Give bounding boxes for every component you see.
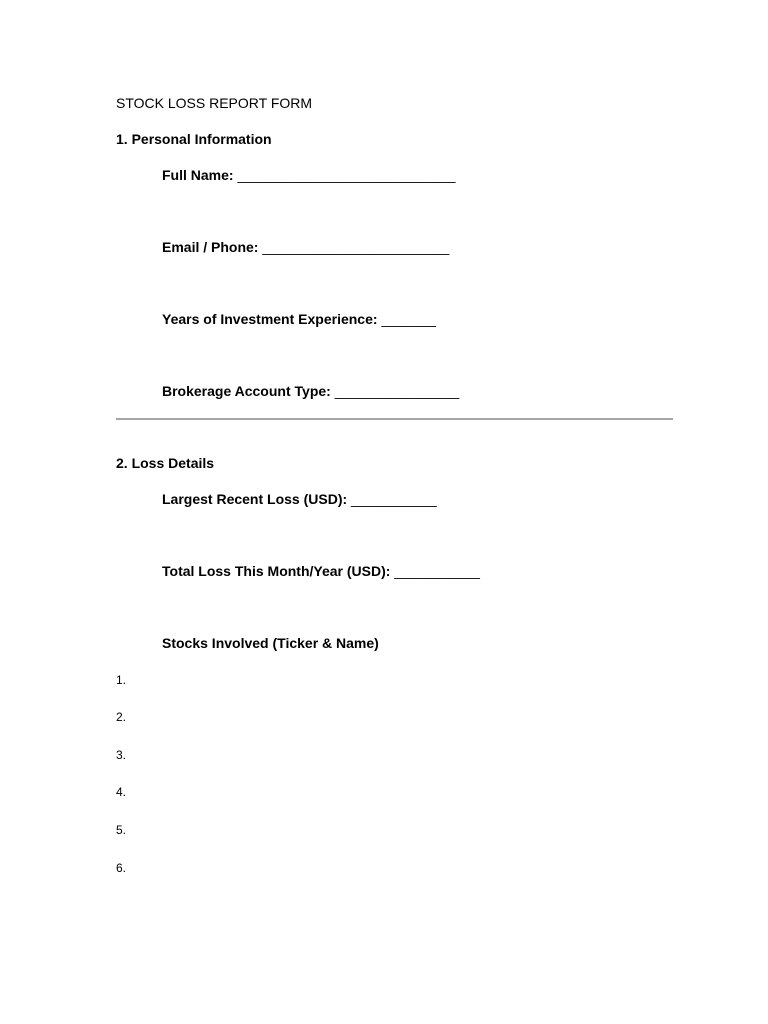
field-label: Years of Investment Experience:: [162, 311, 382, 327]
fill-in-blank[interactable]: ________________: [334, 383, 460, 399]
fill-in-blank[interactable]: ________________________: [262, 239, 450, 255]
list-item-number: 6.: [116, 861, 127, 875]
fill-in-blank[interactable]: ___________: [394, 563, 480, 579]
largest-recent-loss-field: [162, 492, 437, 506]
field-label: Email / Phone:: [162, 239, 263, 255]
brokerage-account-type-field: [162, 384, 459, 398]
field-label: Brokerage Account Type:: [162, 383, 335, 399]
list-item-number: 5.: [116, 823, 127, 837]
field-label: Full Name:: [162, 167, 238, 183]
investment-experience-field: [162, 312, 436, 326]
section-heading-loss-details: 2. Loss Details: [116, 455, 215, 471]
fill-in-blank[interactable]: _______: [381, 311, 436, 327]
total-loss-field: [162, 564, 480, 578]
list-item-number: 2.: [116, 710, 127, 724]
list-item-number: 3.: [116, 748, 127, 762]
list-item-number: 1.: [116, 673, 127, 687]
list-item-number: 4.: [116, 785, 127, 799]
fill-in-blank[interactable]: ___________: [351, 491, 437, 507]
page-title: STOCK LOSS REPORT FORM: [116, 95, 313, 111]
section-divider: [116, 418, 673, 420]
email-phone-field: [162, 240, 449, 254]
stocks-involved-heading: [162, 636, 379, 650]
field-label: Stocks Involved (Ticker & Name): [162, 635, 379, 651]
section-heading-personal-information: 1. Personal Information: [116, 131, 272, 147]
fill-in-blank[interactable]: ____________________________: [237, 167, 456, 183]
full-name-field: [162, 168, 455, 182]
field-label: Largest Recent Loss (USD):: [162, 491, 352, 507]
field-label: Total Loss This Month/Year (USD):: [162, 563, 395, 579]
